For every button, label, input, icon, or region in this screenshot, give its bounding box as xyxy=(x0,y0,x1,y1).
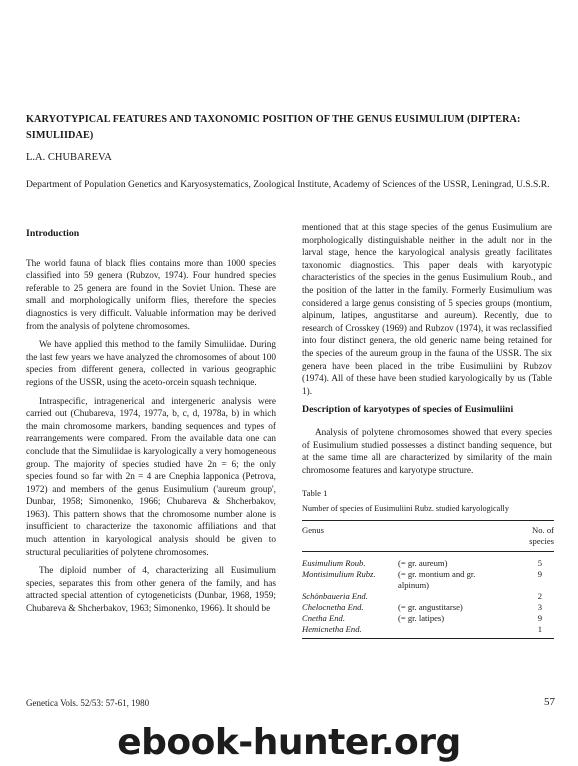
table-header-species-count: No. of species xyxy=(506,520,554,551)
table-row xyxy=(302,624,554,639)
genus-name: Cheloсnetha End. xyxy=(302,601,364,612)
table-header-genus: Genus xyxy=(302,520,398,551)
page-number: 57 xyxy=(544,696,555,708)
table-caption: Number of species of Eusimuliini Rubz. studied karyologically xyxy=(302,503,509,513)
genus-note xyxy=(398,591,506,602)
species-count: 3 xyxy=(537,601,542,612)
species-count: 5 xyxy=(537,557,542,568)
left-column xyxy=(26,228,276,622)
paper-title: KARYOTYPICAL FEATURES AND TAXONOMIC POSITION OF THE GENUS EUSIMULIUM (DIPTERA: SIMULIIDAE) xyxy=(26,114,521,141)
table-row xyxy=(302,591,554,602)
genus-note: (= gr. latipes) xyxy=(398,612,445,623)
genus-name: Schönbaueria End. xyxy=(302,590,368,601)
genus-name: Hemicnetha End. xyxy=(302,624,398,639)
watermark-text: ebook-hunter.org xyxy=(117,722,461,763)
species-table xyxy=(302,520,554,639)
author-affiliation: Department of Population Genetics and Karyosystematics, Zoological Institute, Academy of Sciences of the USSR, Leningrad, U.S.S.R. xyxy=(26,179,550,190)
genus-name: Cnetha End. xyxy=(302,612,345,623)
species-count: 9 xyxy=(537,568,542,579)
right-paragraph-2: Analysis of polytene chromosomes showed that every species of Eusimulium studied possesses a distinct banding sequence, but at the same time all are characterized by similarity of the main chromosome features and karyotype structure. xyxy=(302,427,552,476)
species-count: 9 xyxy=(537,612,542,623)
author-name: L.A. CHUBAREVA xyxy=(26,152,112,163)
genus-note xyxy=(398,624,506,639)
genus-note: (= gr. aureum) xyxy=(398,557,448,568)
intro-paragraph-1: The world fauna of black flies contains more than 1000 species classified into 59 genera (Rubzov, 1974). Four hundred species referable to 25 genera are found in the Soviet Union. These are small and morphologically uniform flies, therefore the species diagnostics is very difficult. Valuable information may be derived from the analysis of polytene chromosomes. xyxy=(26,258,276,332)
intro-paragraph-4: The diploid number of 4, characterizing all Eusimulium species, separates this from other genera of the family, and has attracted special attention of cytogeneticists (Dunbar, 1968, 1959; Chubareva & Shcherbakov, 1963; Simonenko, 1966). It should be xyxy=(26,566,276,615)
intro-paragraph-2: We have applied this method to the family Simuliidae. During the last few years we have analyzed the chromosomes of about 100 species from different genera, collected in various geographic regions of the USSR, using the aceto-orcein squash technique. xyxy=(26,340,276,388)
journal-citation: Genetica Vols. 52/53: 57-61, 1980 xyxy=(26,698,150,708)
karyotype-heading: Description of karyotypes of species of Eusimuliini xyxy=(302,404,514,416)
table-row xyxy=(302,551,554,569)
table-row xyxy=(302,602,554,613)
species-count: 1 xyxy=(506,624,554,639)
table-row xyxy=(302,569,554,591)
species-count: 2 xyxy=(537,590,542,601)
genus-name: Montisimulium Rubz. xyxy=(302,568,376,579)
intro-paragraph-3: Intraspecific, intragenerical and intergeneric analysis were carried out (Chubareva, 1974, 1977a, b, c, d, 1978a, b) in which the main chromosome markers, banding sequences and types of rearrangements were compared. From the available data one can conclude that the Simuliidae is karyologically a very homogeneous group. The majority of species studied have 2n = 6; the only species found so far with 2n = 4 are Cnephia lapponica (Petrova, 1972) and members of the genus Eusimulium ('aureum group', Dunbar, 1958; Simonenko, 1966; Chubareva & Shcherbakov, 1963). This pattern shows that the chromosome number alone is insufficient to characterize the taxonomic affiliations and that much attention in karyological analysis should be given to structural peculiarities of polytene chromosomes. xyxy=(26,396,276,558)
right-column xyxy=(302,222,552,639)
table-label: Table 1 xyxy=(302,488,328,499)
right-paragraph-1: mentioned that at this stage species of the genus Eusimulium are morphologically distinguishable neither in the adult nor in the larval stage, hence the karyological analysis greatly facilitates taxonomic diagnostics. This paper deals with karyotypic characteristics of the species in the genus Eusimulium Roub., and the position of the latter in the family. Formerly Eusimulium was considered a large genus consisting of 5 species groups (montium, alpinum, latipes, angustitarse and aureum). Recently, due to research of Crosskey (1969) and Rubzov (1974), it was reclassified into four distinct genera, the old generic name being retained for the species of the aureum group in the fauna of the USSR. The six genera have been placed in the tribe Eusimuliini by Rubzov (1974). All of these have been studied karyologically by us (Table 1). xyxy=(302,223,552,397)
genus-name: Eusimulium Roub. xyxy=(302,557,366,568)
introduction-heading: Introduction xyxy=(26,228,80,239)
genus-note: (= gr. angustitarse) xyxy=(398,601,463,612)
genus-note: (= gr. montium and gr. alpinum) xyxy=(398,568,476,590)
table-row xyxy=(302,613,554,624)
